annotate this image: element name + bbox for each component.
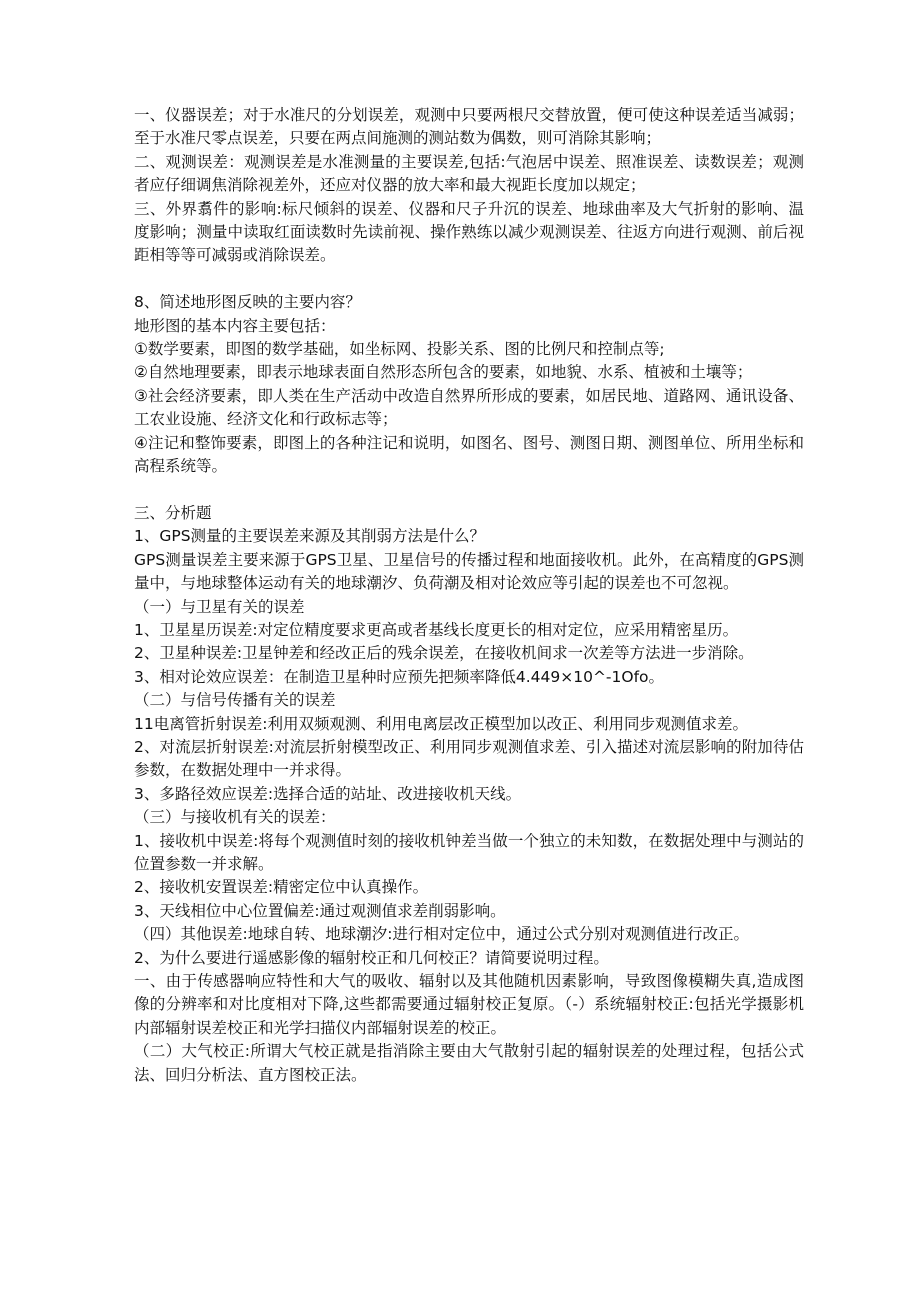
subheading-other-errors: （四）其他误差:地球自转、地球潮汐:进行相对定位中，通过公式分别对观测值进行改正。 (134, 925, 749, 944)
answer-gps-intro: GPS测量误差主要来源于GPS卫星、卫星信号的传播过程和地面接收机。此外，在高精度的GPS测量中，与地球整体运动有关的地球潮汐、负荷潮及相对论效应等引起的误差也不可忽视。 (134, 550, 804, 593)
item-troposphere-error: 2、对流层折射误差:对流层折射模型改正、利用同步观测值求差、引入描述对流层影响的附加待估参数，在数据处理中一并求得。 (134, 737, 804, 780)
item-multipath-error: 3、多路径效应误差:选择合适的站址、改进接收机天线。 (134, 784, 522, 803)
question-remote-sensing: 2、为什么要进行遥感影像的辐射校正和几何校正？请简要说明过程。 (134, 948, 609, 967)
question-gps: 1、GPS测量的主要误差来源及其削弱方法是什么？ (134, 527, 486, 546)
answer-8-item-4: ④注记和整饰要素，即图上的各种注记和说明，如图名、图号、测图日期、测图单位、所用坐标和高程系统等。 (134, 433, 804, 476)
answer-atmospheric-correction: （二）大气校正:所谓大气校正就是指消除主要由大气散射引起的辐射误差的处理过程，包括公式法、回归分析法、直方图校正法。 (134, 1042, 804, 1084)
item-relativity-error: 3、相对论效应误差：在制造卫星种时应预先把频率降低4.449×10^-1Ofo。 (134, 667, 665, 686)
answer-8-item-3: ③社会经济要素，即人类在生产活动中改造自然界所形成的要素，如居民地、道路网、通讯设备、工农业设施、经济文化和行政标志等； (134, 386, 804, 429)
spacer (134, 478, 804, 501)
subheading-propagation-errors: （二）与信号传播有关的误差 (134, 691, 336, 710)
subheading-receiver-errors: （三）与接收机有关的误差： (134, 808, 336, 827)
paragraph-external-conditions: 三、外界翥件的影响:标尺倾斜的误差、仪器和尺子升沉的误差、地球曲率及大气折射的影响、温度影响；测量中读取红面读数时先读前视、操作熟练以减少观测误差、往返方向进行观测、前后视距相等等可减弱或消除误差。 (134, 199, 804, 265)
answer-8-item-2: ②自然地理要素，即表示地球表面自然形态所包含的要素，如地貌、水系、植被和土壤等； (134, 363, 753, 382)
item-antenna-phase-error: 3、天线相位中心位置偏差:通过观测值求差削弱影响。 (134, 901, 506, 920)
paragraph-observation-error: 二、观测误差：观测误差是水准测量的主要误差,包括:气泡居中误差、照准误差、读数误差；观测者应仔细调焦消除视差外，还应对仪器的放大率和最大视距长度加以规定； (134, 152, 804, 195)
item-receiver-clock-error: 1、接收机中误差:将每个观测值时刻的接收机钟差当做一个独立的未知数，在数据处理中与测站的位置参数一并求解。 (134, 831, 804, 873)
spacer (134, 268, 804, 291)
item-ephemeris-error: 1、卫星星历误差:对定位精度要求更高或者基线长度更长的相对定位，应采用精密星历。 (134, 620, 739, 639)
question-8: 8、简述地形图反映的主要内容？ (134, 293, 361, 312)
paragraph-instrument-error: 一、仪器误差；对于水准尺的分划误差，观测中只要两根尺交替放置，便可使这种误差适当减弱；至于水准尺零点误差，只要在两点间施测的测站数为偶数，则可消除其影响； (134, 106, 804, 148)
answer-radiometric-correction: 一、由于传感器响应特性和大气的吸收、辐射以及其他随机因素影响，导致图像模糊失真,造成图像的分辨率和对比度相对下降,这些都需要通过辐射校正复原。（-）系统辐射校正:包括光学摄影机内部辐射误差校正和光学扫描仪内部辐射误差的校正。 (134, 972, 804, 1037)
document-body (134, 104, 804, 1087)
item-ionosphere-error: 11电离管折射误差:利用双频观测、利用电离层改正模型加以改正、利用同步观测值求差。 (134, 714, 748, 733)
answer-8-intro: 地形图的基本内容主要包括： (134, 316, 336, 335)
item-setup-error: 2、接收机安置误差:精密定位中认真操作。 (134, 878, 429, 897)
item-clock-error: 2、卫星种误差:卫星钟差和经改正后的残余误差，在接收机间求一次差等方法进一步消除。 (134, 644, 754, 663)
section-heading-analysis: 三、分析题 (134, 503, 212, 522)
subheading-satellite-errors: （一）与卫星有关的误差 (134, 597, 305, 616)
answer-8-item-1: ①数学要素，即图的数学基础，如坐标网、投影关系、图的比例尺和控制点等; (134, 340, 665, 359)
